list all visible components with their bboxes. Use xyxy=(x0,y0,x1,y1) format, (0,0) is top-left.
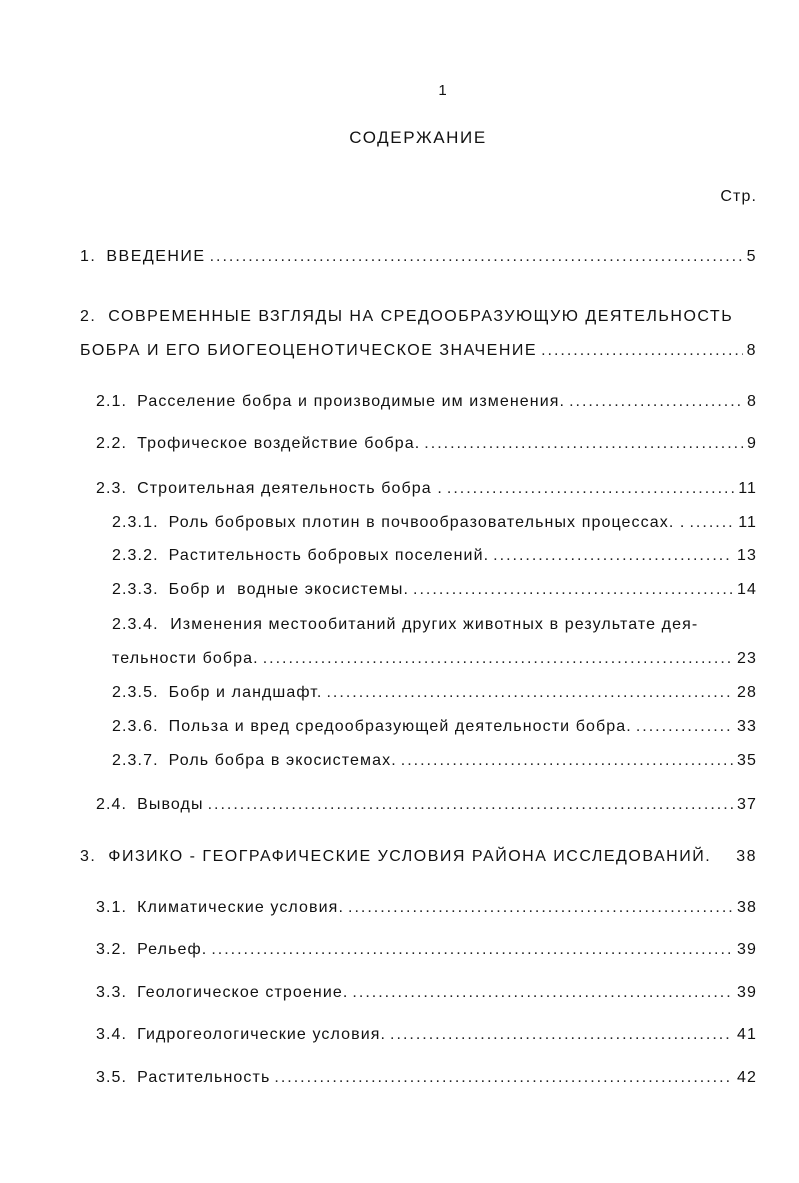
toc-page: 35 xyxy=(737,752,757,769)
page-title: СОДЕРЖАНИЕ xyxy=(349,128,487,147)
toc-number: 3.3. xyxy=(96,984,128,1001)
toc-entry-2-3-6 xyxy=(112,716,757,738)
toc-title: Растительность бобровых поселений. xyxy=(168,547,490,564)
toc-entry-2-3-7 xyxy=(112,750,757,772)
toc-leader xyxy=(569,391,743,413)
toc-number: 2.3.1. xyxy=(112,514,159,531)
toc-title: Польза и вред средообразующей деятельности бобра. xyxy=(168,718,632,735)
toc-page: 38 xyxy=(737,899,757,916)
toc-number: 3. xyxy=(80,848,97,865)
toc-number: 2.4. xyxy=(96,796,128,813)
toc-title: Бобр и водные экосистемы. xyxy=(168,581,410,598)
toc-page: 9 xyxy=(747,435,757,452)
toc-leader xyxy=(326,682,733,704)
toc-entry-2-3-4-line2 xyxy=(112,648,757,670)
toc-page: 11 xyxy=(738,480,757,497)
toc-entry-2-3-3 xyxy=(112,579,757,601)
toc-leader xyxy=(274,1067,733,1089)
toc-title: Выводы xyxy=(137,796,204,813)
toc-entry-3-4 xyxy=(96,1024,757,1046)
toc-leader xyxy=(493,545,733,567)
toc-page: 39 xyxy=(737,984,757,1001)
toc-entry-1 xyxy=(80,246,757,268)
toc-page: 23 xyxy=(737,650,757,667)
toc-entry-3-2 xyxy=(96,939,757,961)
toc-leader xyxy=(208,794,733,816)
toc-number: 2.3.7. xyxy=(112,752,159,769)
toc-page: 33 xyxy=(737,718,757,735)
toc-leader xyxy=(348,897,733,919)
toc-entry-2-3-2 xyxy=(112,545,757,567)
toc-entry-3-5 xyxy=(96,1067,757,1089)
toc-leader xyxy=(413,579,733,601)
toc-leader xyxy=(211,939,733,961)
toc-number: 2.3. xyxy=(96,480,128,497)
toc-number: 2. xyxy=(80,308,97,325)
toc-title: Роль бобровых плотин в почвообразовательных процессах. . xyxy=(168,514,686,531)
toc-entry-3 xyxy=(80,846,757,868)
toc-entry-2-line2 xyxy=(80,340,757,362)
toc-page: 5 xyxy=(746,248,757,265)
toc-entry-2-2 xyxy=(96,433,757,455)
toc-number: 2.3.4. xyxy=(112,616,159,633)
toc-leader xyxy=(210,246,743,268)
toc-page: 14 xyxy=(737,581,757,598)
toc-page: 42 xyxy=(737,1069,757,1086)
toc-number: 3.5. xyxy=(96,1069,128,1086)
toc-number: 2.1. xyxy=(96,393,128,410)
toc-entry-3-1 xyxy=(96,897,757,919)
toc-page: 39 xyxy=(737,941,757,958)
toc-title: СОВРЕМЕННЫЕ ВЗГЛЯДЫ НА СРЕДООБРАЗУЮЩУЮ ДЕЯТЕЛЬНОСТЬ xyxy=(108,308,734,325)
toc-number: 3.4. xyxy=(96,1026,128,1043)
toc-entry-2-line1 xyxy=(80,306,733,328)
toc-title-continued: тельности бобра. xyxy=(112,650,259,667)
toc-leader xyxy=(689,512,734,534)
page-column-label: Стр. xyxy=(720,188,757,205)
toc-title: Климатические условия. xyxy=(137,899,344,916)
toc-page: 41 xyxy=(737,1026,757,1043)
toc-leader xyxy=(263,648,733,670)
toc-number: 2.2. xyxy=(96,435,128,452)
toc-entry-2-1 xyxy=(96,391,757,413)
toc-title-continued: БОБРА И ЕГО БИОГЕОЦЕНОТИЧЕСКОЕ ЗНАЧЕНИЕ xyxy=(80,342,538,359)
toc-page: 11 xyxy=(738,514,757,531)
toc-title: Роль бобра в экосистемах. xyxy=(168,752,397,769)
toc-page: 38 xyxy=(736,848,757,865)
toc-entry-3-3 xyxy=(96,982,757,1004)
toc-title: Растительность xyxy=(137,1069,271,1086)
toc-entry-2-3-5 xyxy=(112,682,757,704)
toc-page: 13 xyxy=(737,547,757,564)
toc-page: 28 xyxy=(737,684,757,701)
toc-leader xyxy=(541,340,743,362)
toc-number: 2.3.2. xyxy=(112,547,159,564)
toc-title: Изменения местообитаний других животных в результате дея- xyxy=(170,616,699,633)
toc-leader xyxy=(447,478,734,500)
toc-number: 3.2. xyxy=(96,941,128,958)
toc-page: 8 xyxy=(747,393,757,410)
toc-number: 1. xyxy=(80,248,97,265)
toc-entry-2-3-4-line1 xyxy=(112,614,698,636)
toc-title: Трофическое воздействие бобра. xyxy=(137,435,421,452)
toc-leader xyxy=(636,716,733,738)
toc-leader xyxy=(401,750,733,772)
toc-title: Бобр и ландшафт. xyxy=(168,684,323,701)
toc-number: 2.3.3. xyxy=(112,581,159,598)
toc-number: 2.3.6. xyxy=(112,718,159,735)
toc-entry-2-3-1 xyxy=(112,512,757,534)
toc-page: 37 xyxy=(737,796,757,813)
toc-title: Строительная деятельность бобра . xyxy=(137,480,443,497)
toc-entry-2-4 xyxy=(96,794,757,816)
toc-title: ВВЕДЕНИЕ xyxy=(106,248,206,265)
page-number: 1 xyxy=(438,82,447,99)
toc-title: Расселение бобра и производимые им изменения. xyxy=(137,393,566,410)
toc-title: Геологическое строение. xyxy=(137,984,349,1001)
toc-leader xyxy=(352,982,733,1004)
toc-leader xyxy=(390,1024,733,1046)
toc-title: Рельеф. xyxy=(137,941,208,958)
toc-number: 3.1. xyxy=(96,899,128,916)
toc-title: Гидрогеологические условия. xyxy=(137,1026,387,1043)
toc-number: 2.3.5. xyxy=(112,684,159,701)
toc-title: ФИЗИКО - ГЕОГРАФИЧЕСКИЕ УСЛОВИЯ РАЙОНА ИССЛЕДОВАНИЙ. xyxy=(108,848,712,865)
toc-page: 8 xyxy=(746,342,757,359)
toc-leader xyxy=(424,433,743,455)
toc-entry-2-3 xyxy=(96,478,757,500)
